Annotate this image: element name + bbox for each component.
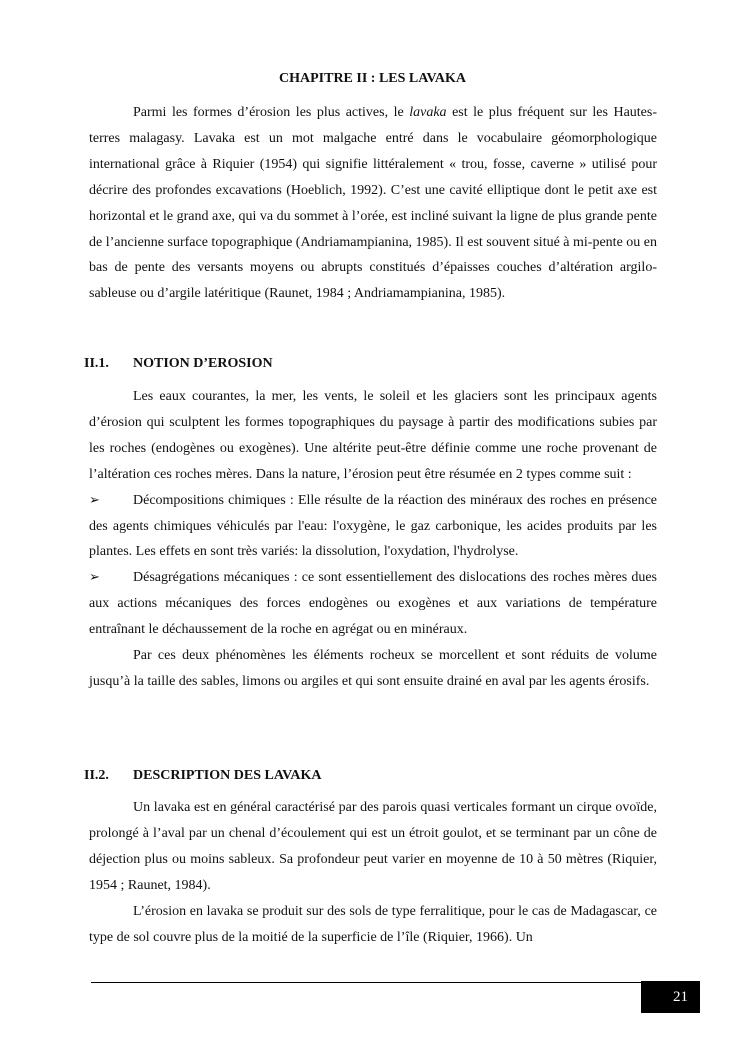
- bullet-text: Décompositions chimiques : Elle résulte de la réaction des minéraux des roches en présence des agents chimiques véhiculés par l'eau: l'oxygène, le gaz carbonique, les acides produits par les plantes. Les effets en sont très variés: la dissolution, l'oxydation, l'hydrolyse.: [89, 492, 657, 560]
- section-title: NOTION D’EROSION: [133, 356, 273, 371]
- page-number: 21: [641, 981, 700, 1013]
- arrow-bullet-icon: ➢: [89, 492, 100, 508]
- paragraph: Les eaux courantes, la mer, les vents, le soleil et les glaciers sont les principaux agents d’érosion qui sculptent les formes topographiques du paysage à partir des modifications subies par les roches (endogènes ou exogènes). Une altérite peut-être définie comme une roche provenant de l’altération ces roches mères. Dans la nature, l’érosion peut être résumée en 2 types comme suit :: [89, 389, 657, 482]
- intro-text-start: Parmi les formes d’érosion les plus actives, le: [133, 105, 410, 120]
- paragraph: Un lavaka est en général caractérisé par des parois quasi verticales formant un cirque ovoïde, prolongé à l’aval par un chenal d’écoulement qui est un étroit goulot, et se terminant par un cône de déjection plus ou moins sableux. Sa profondeur peut varier en moyenne de 10 à 50 mètres (Riquier, 1954 ; Raunet, 1984).: [89, 800, 657, 893]
- section-number: II.1.: [84, 356, 109, 371]
- paragraph: Par ces deux phénomènes les éléments rocheux se morcellent et sont réduits de volume jusqu’à la taille des sables, limons ou argiles et qui sont ensuite drainé en aval par les agents érosifs.: [89, 648, 657, 689]
- intro-paragraph: [89, 100, 657, 307]
- intro-text-rest: est le plus fréquent sur les Hautes-terres malagasy. Lavaka est un mot malgache entré dans le vocabulaire géomorphologique international grâce à Riquier (1954) qui signifie littéralement « trou, fosse, caverne » utilisé pour décrire des profondes excavations (Hoeblich, 1992). C’est une cavité elliptique dont le petit axe est horizontal et le grand axe, qui va du sommet à l’orée, est incliné suivant la ligne de plus grande pente de l’ancienne surface topographique (Andriamampianina, 1985). Il est souvent situé à mi-pente ou en bas de pente des versants moyens ou abrupts constitués d’épaisses couches d’altération argilo-sableuse ou d’argile latéritique (Raunet, 1984 ; Andriamampianina, 1985).: [89, 105, 657, 302]
- section-2-body: [89, 795, 657, 950]
- paragraph: L’érosion en lavaka se produit sur des sols de type ferralitique, pour le cas de Madagascar, ce type de sol couvre plus de la moitié de la superficie de l’île (Riquier, 1966). Un: [89, 903, 657, 945]
- bullet-item: [89, 488, 657, 566]
- intro-italic-term: lavaka: [409, 105, 447, 120]
- section-title: DESCRIPTION DES LAVAKA: [133, 768, 322, 783]
- section-heading-2: [84, 767, 322, 785]
- section-heading-1: [84, 355, 273, 373]
- bullet-text: Désagrégations mécaniques : ce sont essentiellement des dislocations des roches mères dues aux actions mécaniques des forces endogènes ou exogènes et aux variations de température entraînant le déchaussement de la roche en agrégat ou en minéraux.: [89, 570, 657, 638]
- bullet-item: [89, 565, 657, 643]
- arrow-bullet-icon: ➢: [89, 570, 100, 586]
- chapter-title: CHAPITRE II : LES LAVAKA: [279, 71, 466, 86]
- section-1-body: [89, 384, 657, 695]
- section-number: II.2.: [84, 768, 109, 783]
- footer-divider: [91, 982, 641, 983]
